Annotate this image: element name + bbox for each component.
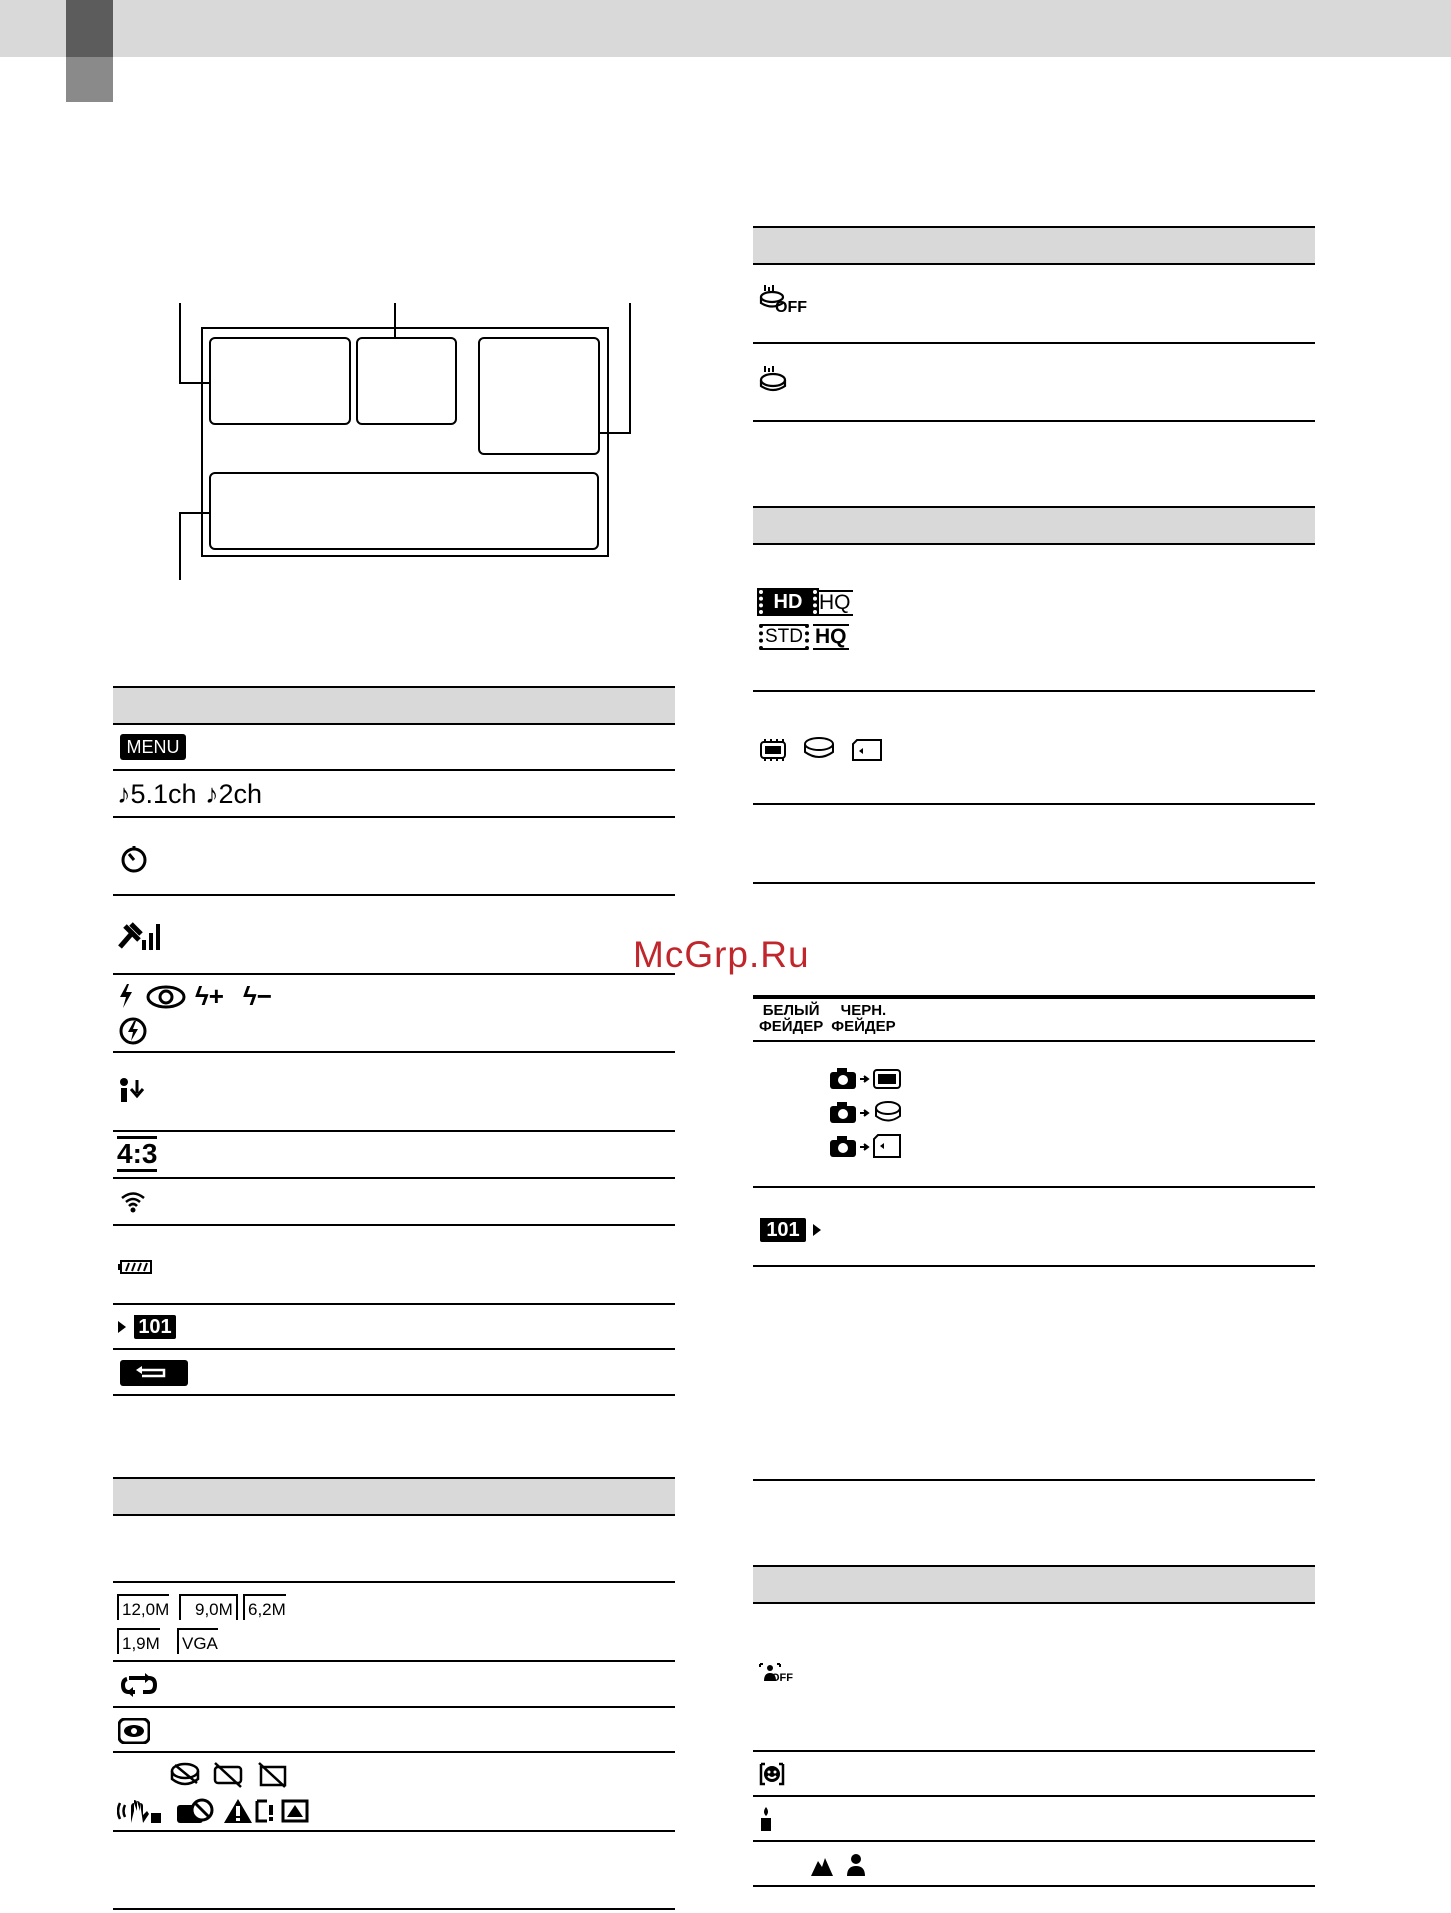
- flash-plus-icon: ϟ+: [195, 981, 224, 1011]
- portrait-icon: [845, 1853, 867, 1877]
- table-row: [113, 1179, 675, 1226]
- table-row: [113, 1832, 675, 1910]
- table-row: [113, 1350, 675, 1396]
- table-header: [113, 1477, 675, 1516]
- table-row: [113, 1132, 675, 1179]
- black-fader: ЧЕРН. ФЕЙДЕР: [831, 1002, 896, 1035]
- right-table-1: [753, 226, 1315, 422]
- std-label: STD: [759, 624, 809, 650]
- table-header: [753, 1565, 1315, 1604]
- photo-size-icon: 6,2M: [243, 1594, 286, 1620]
- table-row: [753, 344, 1315, 422]
- table-row: [113, 1583, 675, 1662]
- table-row: [113, 1226, 675, 1305]
- table-row: [753, 884, 1315, 997]
- table-row: [113, 1708, 675, 1753]
- table-row: [113, 1753, 675, 1832]
- memory-icon: [757, 738, 789, 762]
- page-top-bar: [0, 0, 1451, 57]
- loop-icon: [119, 1672, 159, 1698]
- table-row: [113, 818, 675, 896]
- return-icon: [120, 1360, 188, 1386]
- table-row: [753, 1042, 1315, 1188]
- photo-size-icon: 12,0M: [117, 1594, 169, 1620]
- card-warning-icon: [255, 1761, 289, 1789]
- landscape-icon: [810, 1855, 834, 1877]
- table-row: [113, 975, 675, 1053]
- table-row: [753, 1604, 1315, 1752]
- photo-copy-memory-icon: [828, 1065, 910, 1091]
- self-timer-icon: [119, 844, 149, 874]
- table-header: [113, 686, 675, 725]
- flash-minus-icon: ϟ−: [243, 981, 272, 1011]
- table-row: [113, 1053, 675, 1132]
- photo-copy-hdd-icon: [828, 1099, 910, 1125]
- wifi-icon: [120, 1190, 146, 1214]
- play-arrow-icon: [118, 1321, 126, 1333]
- eye-icon: [118, 1718, 150, 1744]
- table-row: [113, 725, 675, 771]
- gps-signal-icon: [117, 920, 163, 954]
- table-row: [753, 692, 1315, 805]
- photo-size-icon: 1,9M: [117, 1628, 160, 1654]
- hd-label: HD: [759, 590, 817, 614]
- disc-icon: [759, 364, 787, 394]
- hq-icon: HQ: [815, 625, 847, 648]
- white-fader: БЕЛЫЙ ФЕЙДЕР: [759, 1002, 824, 1035]
- photo-size-icon: VGA: [177, 1628, 218, 1654]
- play-arrow-icon: [813, 1224, 821, 1236]
- warning-icon: [223, 1797, 253, 1825]
- mic-level-icon: [117, 1077, 147, 1103]
- table-row: [113, 1662, 675, 1708]
- off-label: OFF: [775, 299, 807, 316]
- photo-copy-card-icon: [828, 1133, 910, 1159]
- left-table-1: [113, 686, 675, 1396]
- table-row: [753, 1842, 1315, 1887]
- candle-icon: [759, 1805, 773, 1833]
- flash-off-icon: [119, 1017, 147, 1045]
- fader-header: [753, 997, 1315, 1042]
- table-row: [753, 1188, 1315, 1267]
- smile-icon: [758, 1762, 786, 1786]
- audio-icon: ♪2ch: [205, 779, 263, 809]
- memory-warning-icon: [211, 1761, 245, 1789]
- table-row: [113, 896, 675, 975]
- table-header: [753, 506, 1315, 545]
- folder-icon: 101: [134, 1315, 176, 1339]
- hq-icon: HQ: [819, 591, 851, 614]
- off-label: OFF: [771, 1672, 793, 1684]
- table-row: [113, 1516, 675, 1583]
- card-icon: [851, 738, 883, 762]
- aspect-ratio-icon: 4:3: [117, 1136, 157, 1172]
- table-row: [113, 1305, 675, 1350]
- audio-icon: ♪5.1ch: [117, 779, 197, 809]
- fader-table: [753, 997, 1315, 1481]
- hdd-icon: [803, 736, 835, 762]
- table-header: [753, 226, 1315, 265]
- camera-shake-icon: [117, 1797, 163, 1825]
- face-table: [753, 1565, 1315, 1887]
- card-error-icon: [253, 1797, 311, 1825]
- table-row: [753, 1267, 1315, 1481]
- watermark: McGrp.Ru: [633, 934, 810, 975]
- table-row: [753, 805, 1315, 884]
- menu-icon: MENU: [120, 734, 186, 760]
- flash-icon: [117, 983, 135, 1009]
- table-row: [113, 771, 675, 818]
- table-row: [753, 1752, 1315, 1797]
- disc-warning-icon: [169, 1761, 203, 1789]
- screen-layout-diagram: [170, 295, 650, 595]
- section-tab: [66, 0, 113, 102]
- right-table-2: [753, 506, 1315, 997]
- folder-icon: 101: [760, 1218, 806, 1242]
- table-row: [753, 545, 1315, 692]
- left-table-2: [113, 1477, 675, 1910]
- battery-icon: [118, 1260, 152, 1274]
- table-row: [753, 1797, 1315, 1842]
- table-row: [753, 265, 1315, 344]
- photo-size-icon: 9,0M: [179, 1594, 238, 1620]
- lens-cover-icon: [175, 1797, 215, 1825]
- red-eye-icon: [146, 985, 186, 1009]
